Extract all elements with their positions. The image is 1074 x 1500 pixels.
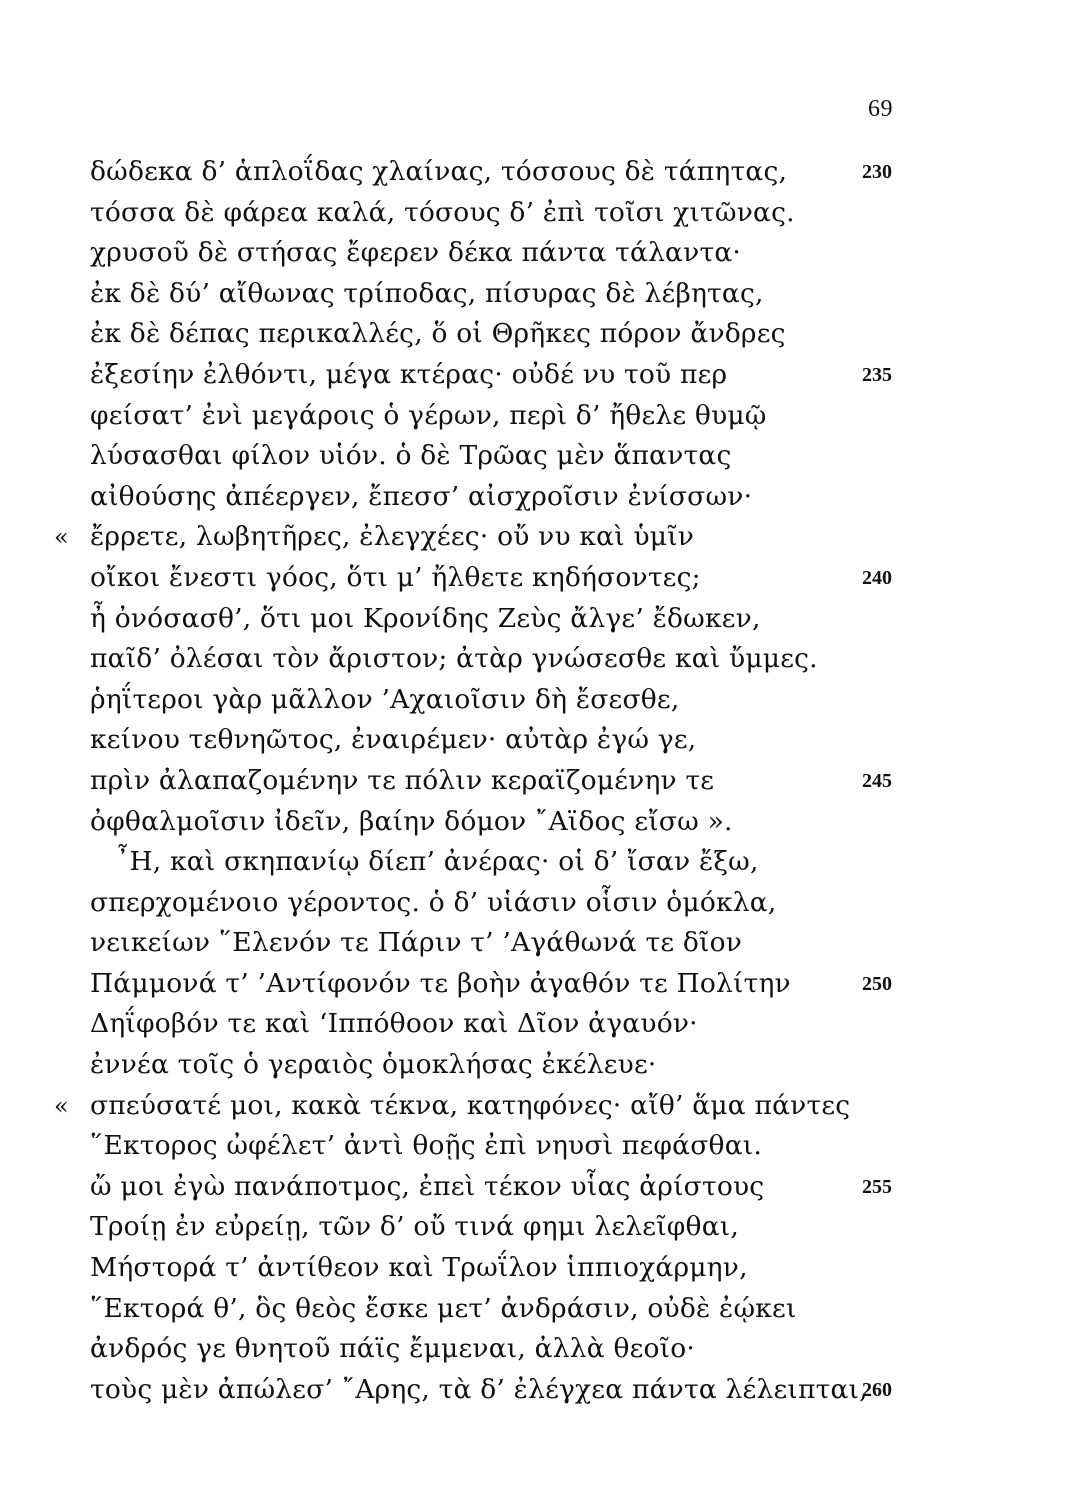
verse-text: ὤ μοι ἐγὼ πανάποτμος, ἐπεὶ τέκον υἷας ἀρίστους bbox=[90, 1170, 765, 1202]
verse-text: ἀνδρός γε θνητοῦ πάϊς ἔμμεναι, ἀλλὰ θεοῖο· bbox=[90, 1333, 696, 1365]
line-number: 250 bbox=[862, 972, 892, 995]
line-number: 260 bbox=[862, 1378, 892, 1401]
quote-mark: « bbox=[54, 523, 69, 552]
verse-line bbox=[0, 680, 1074, 721]
verse-text: ὀφθαλμοῖσιν ἰδεῖν, βαίην δόμον ῎Αϊδος εἴσω ». bbox=[90, 805, 733, 837]
verse-line bbox=[0, 923, 1074, 964]
verse-line bbox=[0, 1329, 1074, 1370]
verse-text: Πάμμονά τ’ ’Αντίφονόν τε βοὴν ἀγαθόν τε Πολίτην bbox=[90, 967, 791, 999]
verse-line bbox=[0, 274, 1074, 315]
verse-line bbox=[0, 720, 1074, 761]
quote-mark: « bbox=[54, 1091, 69, 1120]
verse-line bbox=[0, 1289, 1074, 1330]
verse-line bbox=[0, 842, 1074, 883]
verse-text: ῞Εκτορά θ’, ὃς θεὸς ἔσκε μετ’ ἀνδράσιν, οὐδὲ ἐῴκει bbox=[90, 1292, 797, 1324]
verse-line bbox=[0, 802, 1074, 843]
verse-text: πρὶν ἀλαπαζομένην τε πόλιν κεραϊζομένην τε bbox=[90, 764, 715, 796]
verse-text: νεικείων ῞Ελενόν τε Πάριν τ’ ’Αγάθωνά τε δῖον bbox=[90, 927, 743, 959]
verse-text: κείνου τεθνηῶτος, ἐναιρέμεν· αὐτὰρ ἐγώ γε, bbox=[90, 724, 697, 756]
verse-line bbox=[0, 599, 1074, 640]
verse-text: Μήστορά τ’ ἀντίθεον καὶ Τρωΐλον ἱππιοχάρμην, bbox=[90, 1252, 748, 1284]
verse-text: δώδεκα δ’ ἁπλοΐδας χλαίνας, τόσσους δὲ τάπητας, bbox=[90, 156, 788, 187]
verse-text: σπερχομένοιο γέροντος. ὁ δ’ υἱάσιν οἷσιν ὁμόκλα, bbox=[90, 886, 777, 918]
verse-text: τόσσα δὲ φάρεα καλά, τόσους δ’ ἐπὶ τοῖσι χιτῶνας. bbox=[90, 196, 795, 228]
line-number: 245 bbox=[862, 769, 892, 792]
verse-line bbox=[0, 761, 1074, 802]
verse-text: οἴκοι ἔνεστι γόος, ὅτι μ’ ἤλθετε κηδήσοντες; bbox=[90, 561, 701, 593]
verse-text: ἐκ δὲ δέπας περικαλλές, ὅ οἱ Θρῆκες πόρον ἄνδρες bbox=[90, 318, 786, 350]
line-number: 240 bbox=[862, 566, 892, 589]
verse-line bbox=[0, 1248, 1074, 1289]
verse-text: ἐξεσίην ἐλθόντι, μέγα κτέρας· οὐδέ νυ τοῦ περ bbox=[90, 358, 728, 390]
verse-line bbox=[0, 477, 1074, 518]
verse-text: ἐννέα τοῖς ὁ γεραιὸς ὁμοκλήσας ἐκέλευε· bbox=[90, 1049, 657, 1081]
verse-line bbox=[0, 517, 1074, 558]
verse-text: λύσασθαι φίλον υἱόν. ὁ δὲ Τρῶας μὲν ἅπαντας bbox=[90, 440, 732, 472]
verse-line bbox=[0, 1086, 1074, 1127]
line-number: 235 bbox=[862, 363, 892, 386]
verse-line bbox=[0, 193, 1074, 234]
verse-line bbox=[0, 558, 1074, 599]
verse-line bbox=[0, 883, 1074, 924]
verse-line bbox=[0, 1126, 1074, 1167]
verse-text: ῏Η, καὶ σκηπανίῳ δίεπ’ ἀνέρας· οἱ δ’ ἴσαν ἔξω, bbox=[116, 846, 759, 878]
verse-lines bbox=[0, 152, 1074, 1410]
verse-line bbox=[0, 314, 1074, 355]
verse-text: ἐκ δὲ δύ’ αἴθωνας τρίποδας, πίσυρας δὲ λέβητας, bbox=[90, 277, 764, 309]
verse-line bbox=[0, 1167, 1074, 1208]
page-number: 69 bbox=[868, 96, 893, 122]
verse-line bbox=[0, 152, 1074, 193]
verse-text: ῥηΐτεροι γὰρ μᾶλλον ’Αχαιοῖσιν δὴ ἔσεσθε, bbox=[90, 683, 680, 715]
line-number: 255 bbox=[862, 1175, 892, 1198]
verse-text: αἰθούσης ἀπέεργεν, ἔπεσσ’ αἰσχροῖσιν ἐνίσσων· bbox=[90, 480, 753, 512]
verse-text: παῖδ’ ὀλέσαι τὸν ἄριστον; ἀτὰρ γνώσεσθε καὶ ὔμμες. bbox=[90, 643, 818, 675]
verse-line bbox=[0, 355, 1074, 396]
verse-line bbox=[0, 964, 1074, 1005]
verse-line bbox=[0, 436, 1074, 477]
verse-text: ἦ ὀνόσασθ’, ὅτι μοι Κρονίδης Ζεὺς ἄλγε’ ἔδωκεν, bbox=[90, 602, 761, 634]
verse-text: ἔρρετε, λωβητῆρες, ἐλεγχέες· οὔ νυ καὶ ὑμῖν bbox=[90, 521, 695, 553]
verse-line bbox=[0, 1004, 1074, 1045]
verse-line bbox=[0, 1207, 1074, 1248]
verse-line bbox=[0, 233, 1074, 274]
verse-text: ῞Εκτορος ὠφέλετ’ ἀντὶ θοῇς ἐπὶ νηυσὶ πεφάσθαι. bbox=[90, 1130, 763, 1162]
verse-text: χρυσοῦ δὲ στήσας ἔφερεν δέκα πάντα τάλαντα· bbox=[90, 237, 742, 269]
verse-text: Τροίῃ ἐν εὐρείῃ, τῶν δ’ οὔ τινά φημι λελεῖφθαι, bbox=[90, 1211, 740, 1243]
verse-text: Δηΐφοβόν τε καὶ ‘Ιππόθοον καὶ Δῖον ἀγαυόν· bbox=[90, 1008, 698, 1040]
verse-line bbox=[0, 1045, 1074, 1086]
verse-text: φείσατ’ ἐνὶ μεγάροις ὁ γέρων, περὶ δ’ ἤθελε θυμῷ bbox=[90, 399, 767, 431]
verse-line bbox=[0, 1370, 1074, 1411]
verse-line bbox=[0, 396, 1074, 437]
verse-line bbox=[0, 639, 1074, 680]
verse-text: σπεύσατέ μοι, κακὰ τέκνα, κατηφόνες· αἴθ’ ἅμα πάντες bbox=[90, 1089, 851, 1121]
line-number: 230 bbox=[862, 161, 892, 183]
verse-text: τοὺς μὲν ἀπώλεσ’ ῎Αρης, τὰ δ’ ἐλέγχεα πάντα λέλειπται, bbox=[90, 1373, 868, 1405]
